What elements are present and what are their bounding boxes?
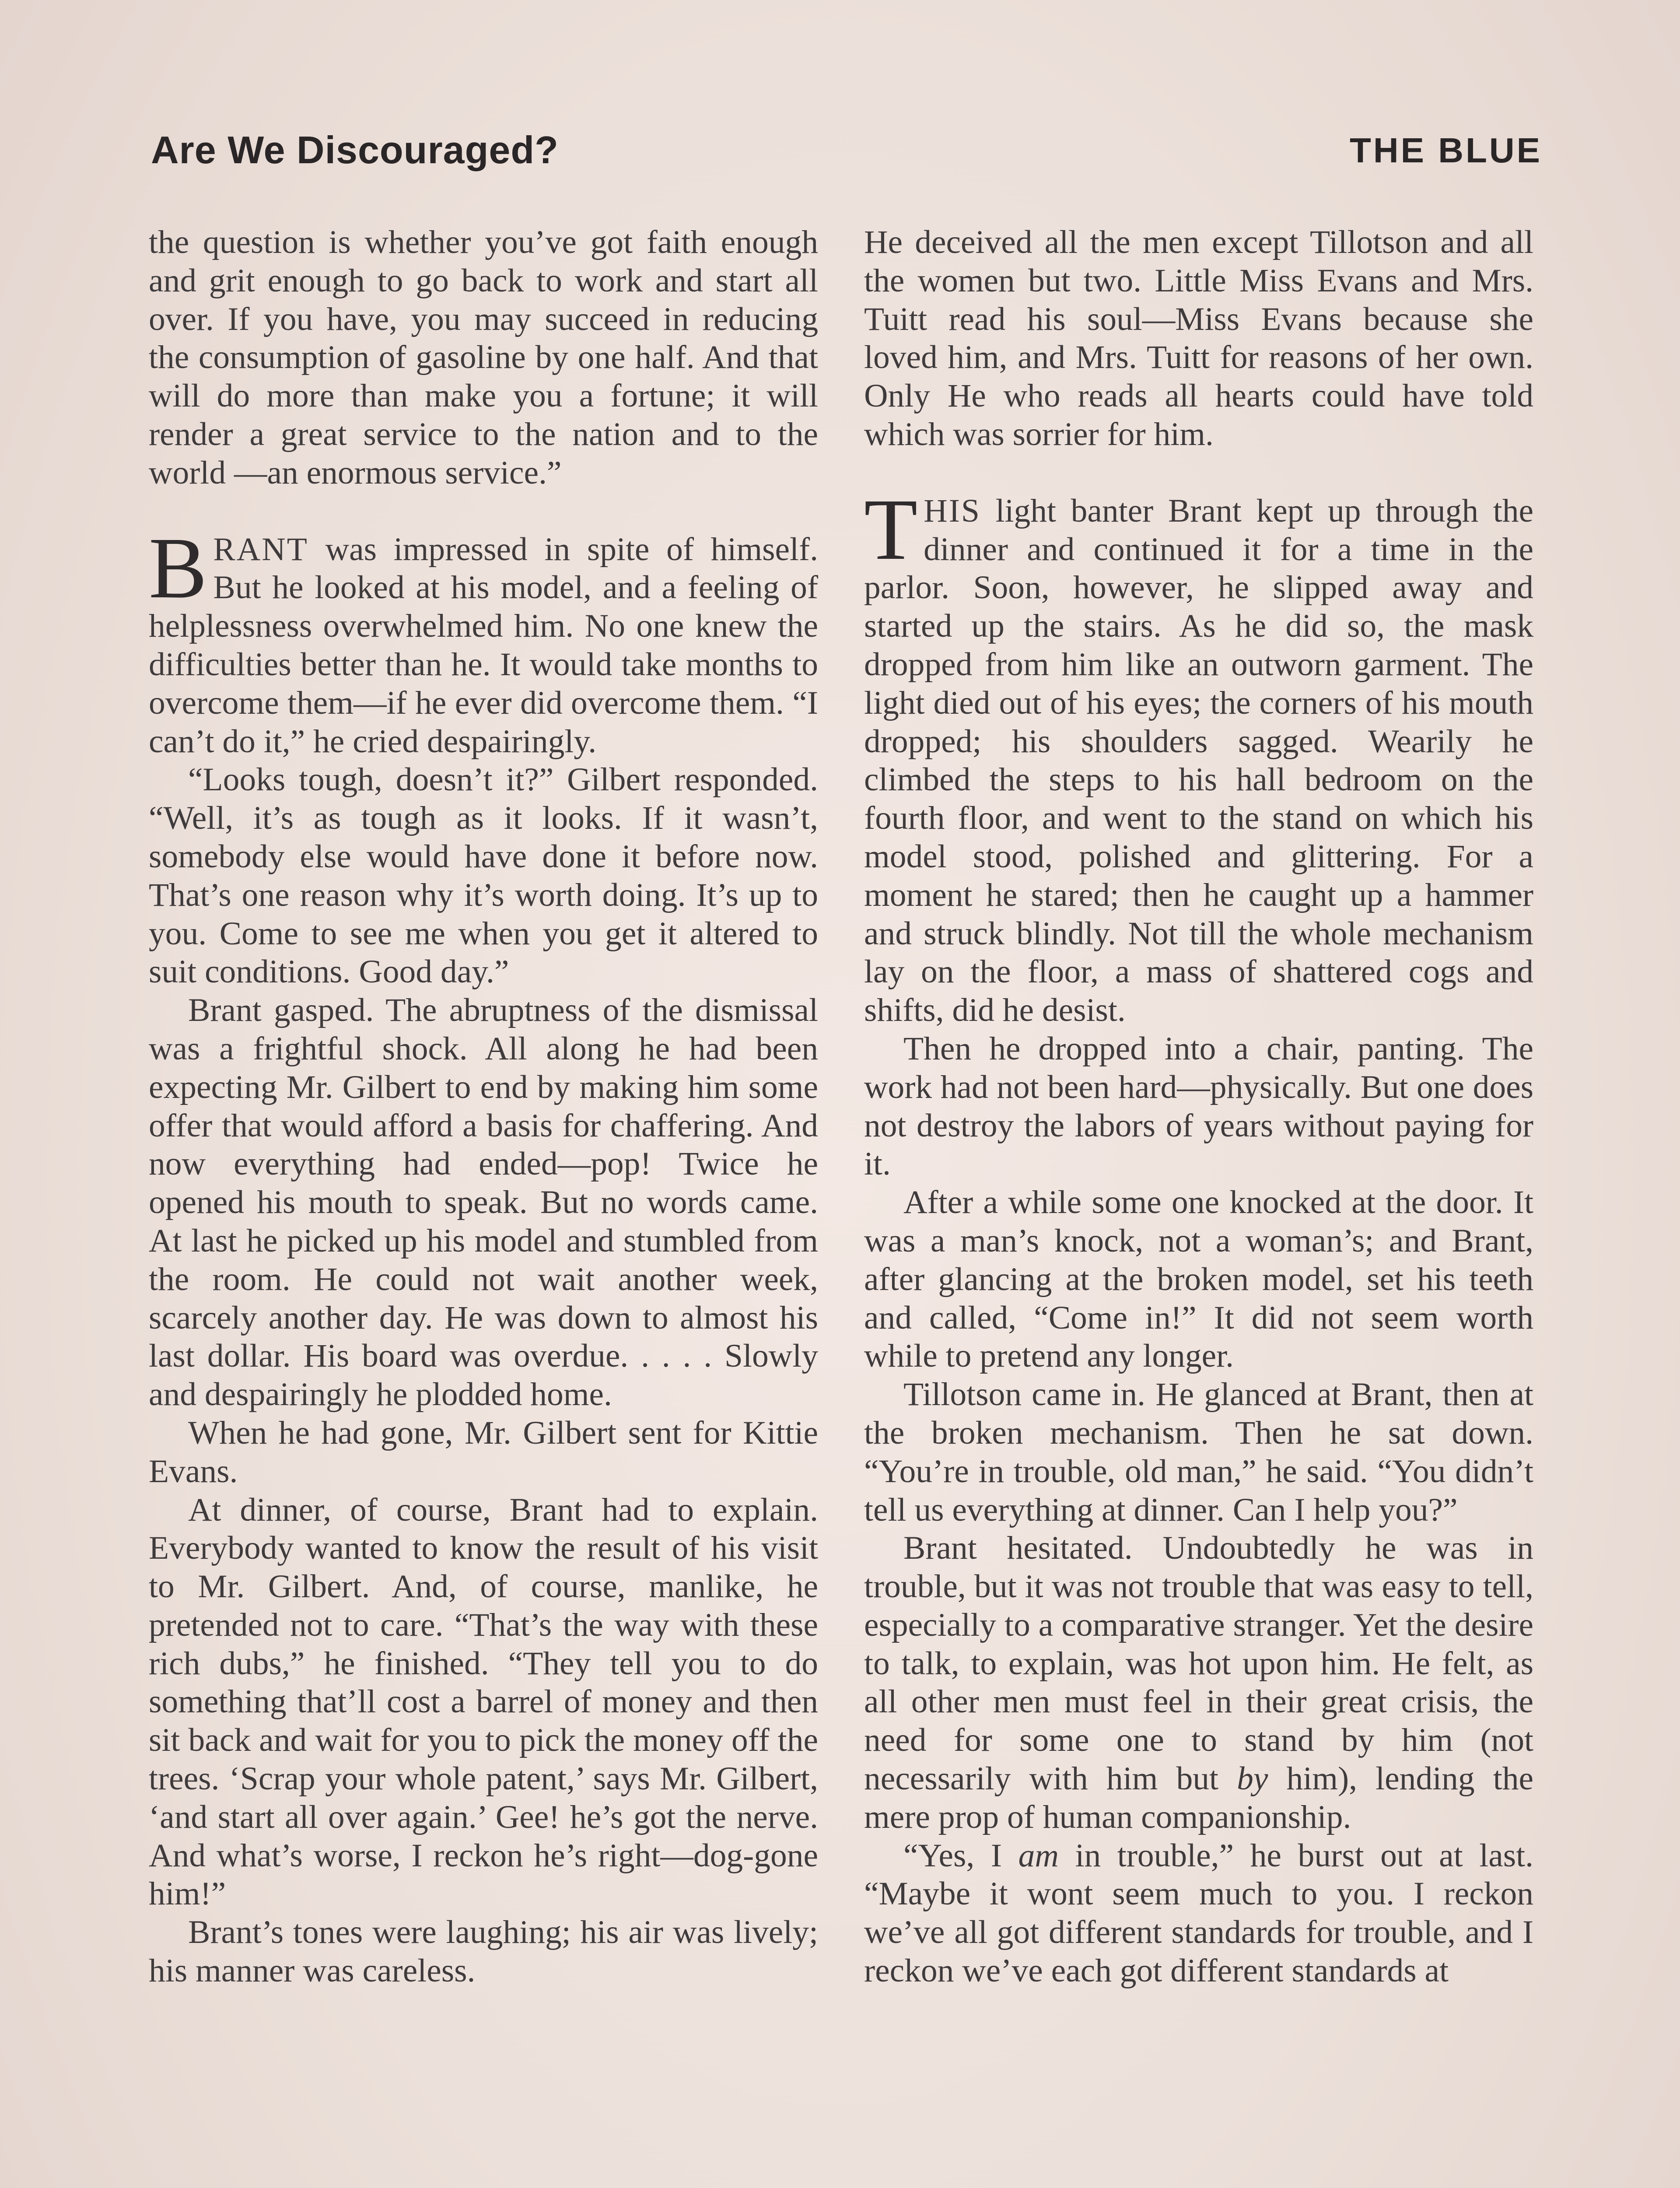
italic-emphasis: am [1018, 1837, 1059, 1874]
paragraph-text: him), lending the mere prop of human companionship. [864, 1760, 1534, 1835]
paragraph-with-dropcap [149, 519, 818, 761]
paragraph: “Looks tough, doesn’t it?” Gilbert responded. “Well, it’s as tough as it looks. If it wasn’t, somebody else would have done it before now. That’s one reason why it’s worth doing. It’s up to you. Come to see me when you get it altered to suit conditions. Good day.” [149, 761, 818, 990]
paragraph: Then he dropped into a chair, panting. The work had not been hard—physically. But one does not destroy the labors of years without paying for it. [864, 1030, 1533, 1182]
paragraph: Brant’s tones were laughing; his air was lively; his manner was careless. [149, 1914, 818, 1989]
left-column [149, 223, 818, 2188]
paragraph: When he had gone, Mr. Gilbert sent for Kittie Evans. [149, 1414, 818, 1490]
right-column [864, 223, 1533, 2188]
paragraph-text: was impressed in spite of himself. But he looked at his model, and a feeling of helplessness overwhelmed him. No one knew the difficulties better than he. It would take months to overcome them—if he ever did overcome them. “I can’t do it,” he cried despairingly. [149, 531, 818, 760]
paragraph: the question is whether you’ve got faith enough and grit enough to go back to work and start all over. If you have, you may succeed in reducing the consumption of gasoline by one half. And that will do more than make you a fortune; it will render a great service to the nation and to the world —an enormous service.” [149, 224, 818, 491]
paragraph: Brant gasped. The abruptness of the dismissal was a frightful shock. All along he had been expecting Mr. Gilbert to end by making him some offer that would afford a basis for chaffering. And now everything had ended—pop! Twice he opened his mouth to speak. But no words came. At last he picked up his model and stumbled from the room. He could not wait another week, scarcely another day. He was down to almost his last dollar. His board was overdue. . . . . Slowly and despairingly he plodded home. [149, 992, 818, 1413]
paragraph-text: in trouble,” he burst out at last. “Maybe it wont seem much to you. I reckon we’ve all got different standards for trouble, and I reckon we’ve each got different standards at [864, 1837, 1533, 1989]
paragraph: He deceived all the men except Tillotson and all the women but two. Little Miss Evans and Mrs. Tuitt read his soul—Miss Evans because she loved him, and Mrs. Tuitt for reasons of her own. Only He who reads all hearts could have told which was sorrier for him. [864, 224, 1533, 452]
small-caps-run: HIS [924, 492, 981, 529]
paragraph-text: Brant hesitated. Undoubtedly he was in trouble, but it was not trouble that was easy to tell, especially to a comparative stranger. Yet the desire to talk, to explain, was hot upon him. He felt, as all other men must feel in their great crisis, the need for some one to stand by him (not necessarily with him but [864, 1530, 1533, 1797]
italic-emphasis: by [1237, 1760, 1268, 1797]
small-caps-run: RANT [213, 531, 308, 568]
paragraph: After a while some one knocked at the door. It was a man’s knock, not a woman’s; and Brant, after glancing at the broken model, set his teeth and called, “Come in!” It did not seem worth while to pretend any longer. [864, 1184, 1533, 1375]
drop-cap: B [149, 519, 207, 617]
paragraph [864, 1837, 1533, 1990]
article-title: Are We Discouraged? [151, 128, 559, 172]
paragraph [864, 1529, 1533, 1836]
drop-cap: T [864, 481, 918, 578]
paragraph-text: light banter Brant kept up through the dinner and continued it for a time in the parlor. Soon, however, he slipped away and started up the stairs. As he did so, the mask dropped from him like an outworn garment. The light died out of his eyes; the corners of his mouth dropped; his shoulders sagged. Wearily he climbed the steps to his hall bedroom on the fourth floor, and went to the stand on which his model stood, polished and glittering. For a moment he stared; then he caught up a hammer and struck blindly. Not till the whole mechanism lay on the floor, a mass of shattered cogs and shifts, did he desist. [864, 492, 1533, 1029]
paragraph-with-dropcap [864, 481, 1533, 1030]
paragraph: At dinner, of course, Brant had to explain. Everybody wanted to know the result of his visit to Mr. Gilbert. And, of course, manlike, he pretended not to care. “That’s the way with these rich dubs,” he finished. “They tell you to do something that’ll cost a barrel of money and then sit back and wait for you to pick the money off the trees. ‘Scrap your whole patent,’ says Mr. Gilbert, ‘and start all over again.’ Gee! he’s got the nerve. And what’s worse, I reckon he’s right—dog-gone him!” [149, 1491, 818, 1912]
paragraph-text: “Yes, I [903, 1837, 1018, 1874]
magazine-section-header: THE BLUE [1350, 131, 1542, 170]
paragraph: Tillotson came in. He glanced at Brant, then at the broken mechanism. Then he sat down. “You’re in trouble, old man,” he said. “You didn’t tell us everything at dinner. Can I help you?” [864, 1376, 1533, 1528]
